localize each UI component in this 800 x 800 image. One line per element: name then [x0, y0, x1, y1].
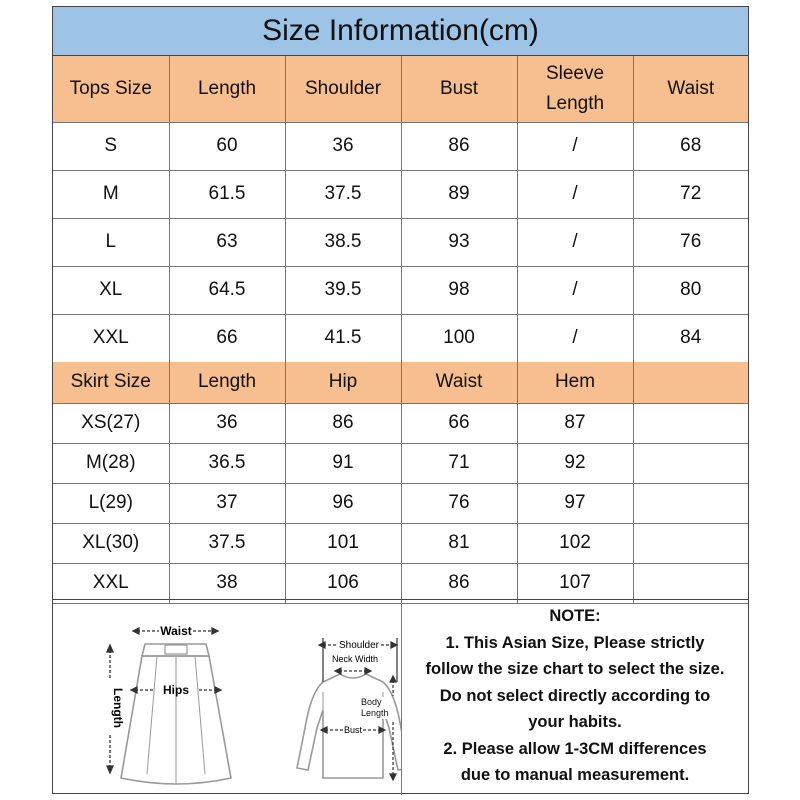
size-cell: XXL: [53, 563, 169, 603]
value-cell: 86: [401, 563, 517, 603]
value-cell: 87: [517, 403, 633, 443]
value-cell: /: [517, 266, 633, 314]
value-cell: 38.5: [285, 218, 401, 266]
value-cell: 66: [169, 314, 285, 362]
body-label-line2: Length: [361, 708, 389, 718]
table-row: [53, 122, 748, 170]
size-chart: [52, 6, 749, 794]
top-bust-label: Bust: [343, 725, 363, 735]
table-row: [53, 170, 748, 218]
header-cell: Shoulder: [285, 56, 401, 122]
value-cell: 37.5: [169, 523, 285, 563]
value-cell: 71: [401, 443, 517, 483]
header-cell: Hip: [285, 362, 401, 403]
value-cell: 81: [401, 523, 517, 563]
table-row: [53, 218, 748, 266]
note-panel: [402, 600, 748, 795]
value-cell: 102: [517, 523, 633, 563]
value-cell: /: [517, 314, 633, 362]
value-cell: 101: [285, 523, 401, 563]
value-cell: 80: [633, 266, 748, 314]
note-line: Do not select directly according to: [439, 686, 711, 705]
note-line: follow the size chart to select the size.: [425, 660, 725, 678]
value-cell: 38: [169, 563, 285, 603]
header-cell: Length: [169, 56, 285, 122]
header-cell: Tops Size: [53, 56, 169, 122]
value-cell: 84: [633, 314, 748, 362]
value-cell: 36.5: [169, 443, 285, 483]
value-cell: 100: [401, 314, 517, 362]
table-row: [53, 403, 748, 443]
table-row: [53, 314, 748, 362]
measurement-illustration: [53, 600, 401, 795]
value-cell: 106: [285, 563, 401, 603]
header-cell: Waist: [633, 56, 748, 122]
value-cell: 63: [169, 218, 285, 266]
value-cell: [633, 403, 748, 443]
size-cell: L(29): [53, 483, 169, 523]
table-row: [53, 443, 748, 483]
tops-size-table: [53, 56, 748, 363]
value-cell: 96: [285, 483, 401, 523]
value-cell: 76: [401, 483, 517, 523]
value-cell: 36: [169, 403, 285, 443]
value-cell: 64.5: [169, 266, 285, 314]
value-cell: 98: [401, 266, 517, 314]
value-cell: 76: [633, 218, 748, 266]
skirt-waist-label: Waist: [160, 624, 192, 638]
skirt-illustration: [121, 644, 231, 784]
size-cell: M: [53, 170, 169, 218]
note-line: 2. Please allow 1-3CM differences: [443, 739, 707, 758]
table-row: [53, 563, 748, 603]
size-cell: XS(27): [53, 403, 169, 443]
top-neck-label: Neck Width: [331, 654, 379, 664]
note-heading: NOTE:: [549, 607, 601, 625]
value-cell: 60: [169, 122, 285, 170]
size-cell: S: [53, 122, 169, 170]
skirt-header-row: [53, 362, 748, 403]
value-cell: /: [517, 218, 633, 266]
table-row: [53, 483, 748, 523]
value-cell: 86: [285, 403, 401, 443]
header-cell: Skirt Size: [53, 362, 169, 403]
note-line: your habits.: [528, 713, 622, 731]
skirt-length-label: Length: [111, 688, 125, 728]
header-cell: Length: [169, 362, 285, 403]
top-body-length-label: [361, 697, 389, 719]
info-section: [53, 599, 748, 795]
skirt-hips-label: Hips: [162, 683, 190, 697]
size-cell: M(28): [53, 443, 169, 483]
value-cell: [633, 523, 748, 563]
value-cell: 97: [517, 483, 633, 523]
value-cell: 66: [401, 403, 517, 443]
header-cell: [517, 56, 633, 122]
value-cell: [633, 443, 748, 483]
value-cell: 39.5: [285, 266, 401, 314]
body-label-line1: Body: [361, 697, 382, 707]
value-cell: 68: [633, 122, 748, 170]
note-line: due to manual measurement.: [460, 766, 690, 784]
value-cell: 91: [285, 443, 401, 483]
size-cell: L: [53, 218, 169, 266]
top-shoulder-label: Shoulder: [338, 640, 380, 651]
value-cell: 36: [285, 122, 401, 170]
value-cell: 72: [633, 170, 748, 218]
tops-header-row: [53, 56, 748, 122]
measurement-diagram: [53, 600, 402, 795]
value-cell: 41.5: [285, 314, 401, 362]
chart-title: Size Information(cm): [53, 7, 748, 56]
value-cell: 86: [401, 122, 517, 170]
header-cell: Bust: [401, 56, 517, 122]
size-cell: XL: [53, 266, 169, 314]
header-cell: Hem: [517, 362, 633, 403]
skirt-size-table: [53, 362, 748, 604]
header-cell: [633, 362, 748, 403]
size-cell: XL(30): [53, 523, 169, 563]
table-row: [53, 266, 748, 314]
value-cell: [633, 563, 748, 603]
note-line: 1. This Asian Size, Please strictly: [445, 633, 705, 652]
value-cell: /: [517, 122, 633, 170]
value-cell: 61.5: [169, 170, 285, 218]
value-cell: 92: [517, 443, 633, 483]
value-cell: /: [517, 170, 633, 218]
header-cell: Waist: [401, 362, 517, 403]
sleeve-length-header: Sleeve Length: [545, 62, 605, 114]
value-cell: 93: [401, 218, 517, 266]
value-cell: [633, 483, 748, 523]
value-cell: 89: [401, 170, 517, 218]
value-cell: 37: [169, 483, 285, 523]
value-cell: 107: [517, 563, 633, 603]
value-cell: 37.5: [285, 170, 401, 218]
table-row: [53, 523, 748, 563]
size-cell: XXL: [53, 314, 169, 362]
